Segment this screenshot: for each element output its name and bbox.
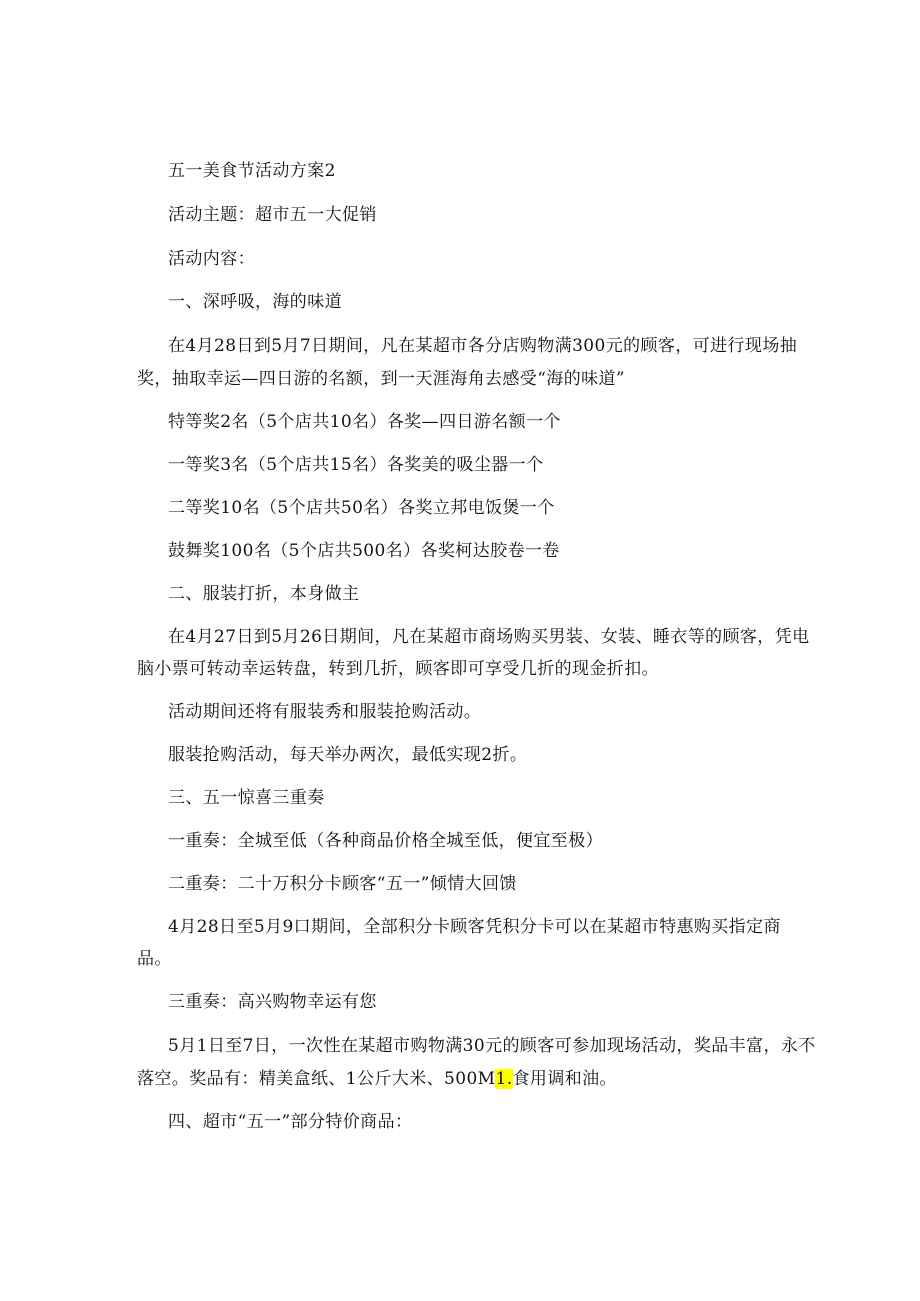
section3-second: 二重奏：二十万积分卡顾客“五一”倾情大回馈 bbox=[168, 874, 517, 894]
document-title: 五一美食节活动方案2 bbox=[168, 161, 336, 181]
section3-first: 一重奏：全城至低（各种商品价格全城至低，便宜至极） bbox=[168, 831, 603, 851]
prize-list-text-end: 食用调和油。 bbox=[512, 1069, 617, 1089]
prize-encourage: 鼓舞奖100名（5个店共500名）各奖柯达胶卷一卷 bbox=[168, 541, 560, 561]
activity-theme: 活动主题：超市五一大促销 bbox=[168, 205, 377, 225]
section3-third-paragraph-line1: 5月1日至7日，一次性在某超市购物满30元的顾客可参加现场活动，奖品丰富，永不 bbox=[168, 1036, 816, 1056]
section3-second-paragraph-line2: 品。 bbox=[137, 949, 172, 969]
section1-paragraph-line1: 在4月28日到5月7日期间，凡在某超市各分店购物满300元的顾客，可进行现场抽 bbox=[168, 336, 798, 356]
section2-heading: 二、服装打折，本身做主 bbox=[168, 584, 360, 604]
section2-note2: 服装抢购活动，每天举办两次，最低实现2折。 bbox=[168, 745, 528, 765]
section4-heading: 四、超市“五一”部分特价商品： bbox=[168, 1112, 413, 1132]
section1-heading: 一、深呼吸，海的味道 bbox=[168, 292, 342, 312]
section2-paragraph-line1: 在4月27日到5月26日期间，凡在某超市商场购买男装、女装、睡衣等的顾客，凭电 bbox=[168, 627, 810, 647]
prize-second: 二等奖10名（5个店共50名）各奖立邦电饭煲一个 bbox=[168, 498, 555, 518]
prize-first: 一等奖3名（5个店共15名）各奖美的吸尘器一个 bbox=[168, 455, 544, 475]
prize-special: 特等奖2名（5个店共10名）各奖—四日游名额一个 bbox=[168, 412, 561, 432]
section2-paragraph-line2: 脑小票可转动幸运转盘，转到几折，顾客即可享受几折的现金折扣。 bbox=[137, 659, 659, 679]
content-heading: 活动内容： bbox=[168, 249, 255, 269]
section3-third: 三重奏：高兴购物幸运有您 bbox=[168, 992, 377, 1012]
section3-third-paragraph-line2 bbox=[137, 1067, 617, 1091]
highlighted-text: 1. bbox=[495, 1069, 513, 1089]
section2-note1: 活动期间还将有服装秀和服装抢购活动。 bbox=[168, 702, 482, 722]
section3-second-paragraph-line1: 4月28日至5月9口期间，全部积分卡顾客凭积分卡可以在某超市特惠购买指定商 bbox=[168, 917, 781, 937]
section3-heading: 三、五一惊喜三重奏 bbox=[168, 788, 325, 808]
section1-paragraph-line2: 奖，抽取幸运—四日游的名额，到一天涯海角去感受“海的味道” bbox=[137, 369, 625, 389]
prize-list-text: 落空。奖品有：精美盒纸、1公斤大米、500M bbox=[137, 1069, 496, 1089]
